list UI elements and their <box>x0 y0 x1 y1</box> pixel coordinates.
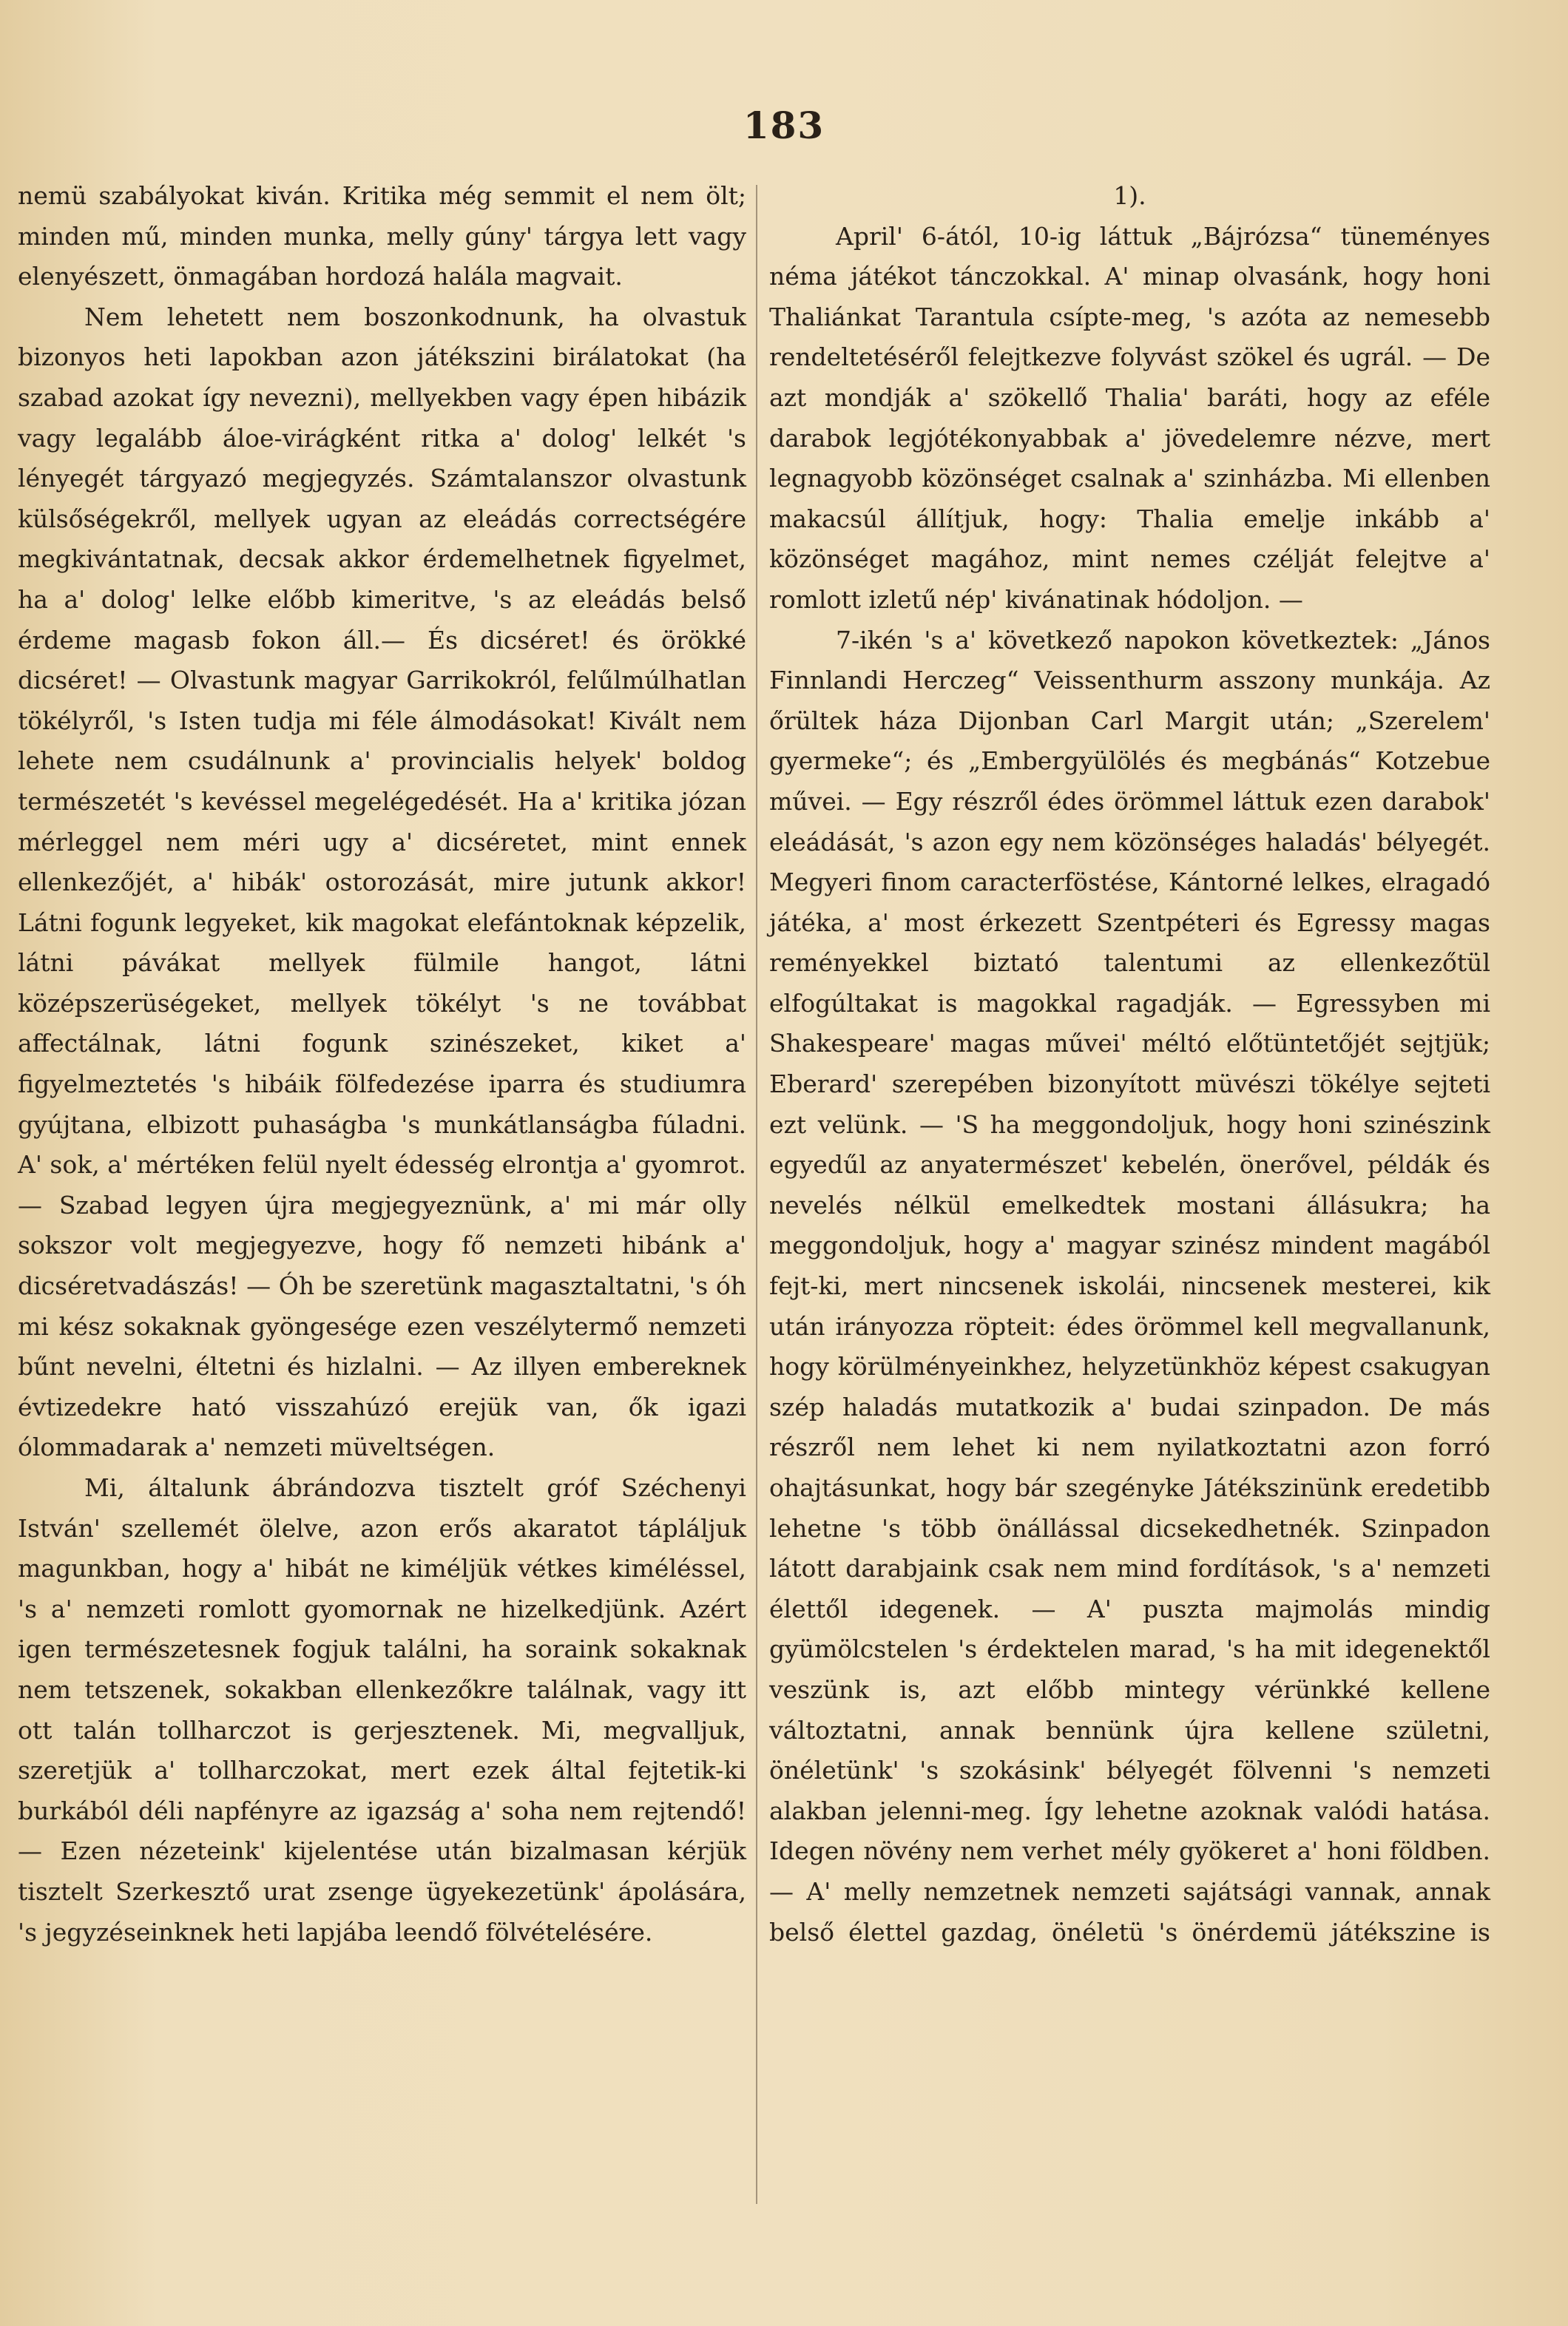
left-column <box>18 176 746 1953</box>
right-column <box>769 176 1490 1953</box>
left-paragraph-1: nemü szabályokat kiván. Kritika még semmit el nem ölt; minden mű, minden munka, melly gúny' tárgya lett vagy elenyészett, önmagában hordozá halála magvait. <box>18 181 746 291</box>
right-paragraph-1: April' 6-ától, 10-ig láttuk „Bájrózsa“ tüneményes néma játékot tánczokkal. A' minap olvasánk, hogy honi Thaliánkat Tarantula csípte-meg, 's azóta az nemesebb rendeltetéséről felejtkezve folyvást szökel és ugrál. — De azt mondják a' szökellő Thalia' baráti, hogy az eféle darabok legjótékonyabbak a' jövedelemre nézve, mert legnagyobb közönséget csalnak a' szinházba. Mi ellenben makacsúl állítjuk, hogy: Thalia emelje inkább a' közönséget magához, mint nemes czélját felejtve a' romlott izletű nép' kivánatinak hódoljon. — <box>769 221 1490 614</box>
left-paragraph-2: Nem lehetett nem boszonkodnunk, ha olvastuk bizonyos heti lapokban azon játékszini birálatokat (ha szabad azokat így nevezni), mellyekben vagy épen hibázik vagy legalább áloe-virágként ritka a' dolog' lelkét 's lényegét tárgyazó megjegyzés. Számtalanszor olvastunk külsőségekről, mellyek ugyan az eleádás correctségére megkivántatnak, decsak akkor érdemelhetnek figyelmet, ha a' dolog' lelke előbb kimeritve, 's az eleádás belső érdeme magasb fokon áll.— És dicséret! és örökké dicséret! — Olvastunk magyar Garrikokról, felűlmúlhatlan tökélyről, 's Isten tudja mi féle álmodásokat! Kivált nem lehete nem csudálnunk a' provincialis helyek' boldog természetét 's kevéssel megelégedését. Ha a' kritika józan mérleggel nem méri ugy a' dicséretet, mint ennek ellenkezőjét, a' hibák' ostorozását, mire jutunk akkor! Látni fogunk legyeket, kik magokat elefántoknak képzelik, látni pávákat mellyek fülmile hangot, látni középszerüségeket, mellyek tökélyt 's ne továbbat affectálnak, látni fogunk szinészeket, kiket a' figyelmeztetés 's hibáik fölfedezése iparra és studiumra gyújtana, elbizott puhaságba 's munkátlanságba fúladni. A' sok, a' mértéken felül nyelt édesség elrontja a' gyomrot. — Szabad legyen újra megjegyeznünk, a' mi már olly sokszor volt megjegyezve, hogy fő nemzeti hibánk a' dicséretvadászás! — Óh be szeretünk magasztaltatni, 's óh mi kész sokaknak gyöngesége ezen veszélytermő nemzeti bűnt nevelni, éltetni és hizlalni. — Az illyen embereknek évtizedekre ható visszahúzó erejük van, ők igazi ólommadarak a' nemzeti müveltségen. <box>18 302 746 1462</box>
left-paragraph-3: Mi, általunk ábrándozva tisztelt gróf Széchenyi István' szellemét ölelve, azon erős akaratot tápláljuk magunkban, hogy a' hibát ne kiméljük vétkes kiméléssel, 's a' nemzeti romlott gyomornak ne hizelkedjünk. Azért igen természetesnek fogjuk találni, ha soraink sokaknak nem tetszenek, sokakban ellenkezőkre találnak, vagy itt ott talán tollharczot is gerjesztenek. Mi, megvalljuk, szeretjük a' tollharczokat, mert ezek által fejtetik-ki burkából déli napfényre az igazság a' soha nem rejtendő! — Ezen nézeteink' kijelentése után bizalmasan kérjük tisztelt Szerkesztő urat zsenge ügyekezetünk' ápolására, 's jegyzéseinknek heti lapjába leendő fölvételésére. <box>18 1473 746 1947</box>
right-paragraph-2: 7-ikén 's a' következő napokon következtek: „János Finnlandi Herczeg“ Veissenthurm asszony munkája. Az őrültek háza Dijonban Carl Margit után; „Szerelem' gyermeke“; és „Embergyülölés és megbánás“ Kotzebue művei. — Egy részről édes örömmel láttuk ezen darabok' eleádását, 's azon egy nem közönséges haladás' bélyegét. Megyeri finom caracterföstése, Kántorné lelkes, elragadó játéka, a' most érkezett Szentpéteri és Egressy magas reményekkel biztató talentumi az ellenkezőtül elfogúltakat is magokkal ragadják. — Egressyben mi Shakespeare' magas művei' méltó előtüntetőjét sejtjük; Eberard' szerepében bizonyított müvészi tökélye sejteti ezt velünk. — 'S ha meggondoljuk, hogy honi szinészink egyedűl az anyatermészet' kebelén, önerővel, példák és nevelés nélkül emelkedtek mostani állásukra; ha meggondoljuk, hogy a' magyar szinész mindent magából fejt-ki, mert nincsenek iskolái, nincsenek mesterei, kik után irányozza röpteit: édes örömmel kell megvallanunk, hogy körülményeinkhez, helyzetünkhöz képest csakugyan szép haladás mutatkozik a' budai szinpadon. De más részről nem lehet ki nem nyilatkoztatni azon forró ohajtásunkat, hogy bár szegényke Játékszinünk eredetibb lehetne 's több önállással dicsekedhetnék. Szinpadon látott darabjaink csak nem mind fordítások, 's a' nemzeti élettől idegenek. — A' puszta majmolás mindig gyümölcstelen 's érdektelen marad, 's ha mit idegenektől veszünk is, azt előbb mintegy vérünkké kellene változtatni, annak bennünk újra kellene születni, önéletünk' 's szokásink' bélyegét fölvenni 's nemzeti alakban jelenni-meg. Így lehetne azoknak valódi hatása. Idegen növény nem verhet mély gyökeret a' honi földben. — A' melly nemzetnek nemzeti sajátsági vannak, annak belső élettel gazdag, önéletü 's önérdemü játékszine is <box>769 625 1490 1947</box>
page-number: 183 <box>743 104 825 147</box>
column-divider <box>756 185 757 2204</box>
footnote-marker: 1). <box>1113 181 1146 210</box>
